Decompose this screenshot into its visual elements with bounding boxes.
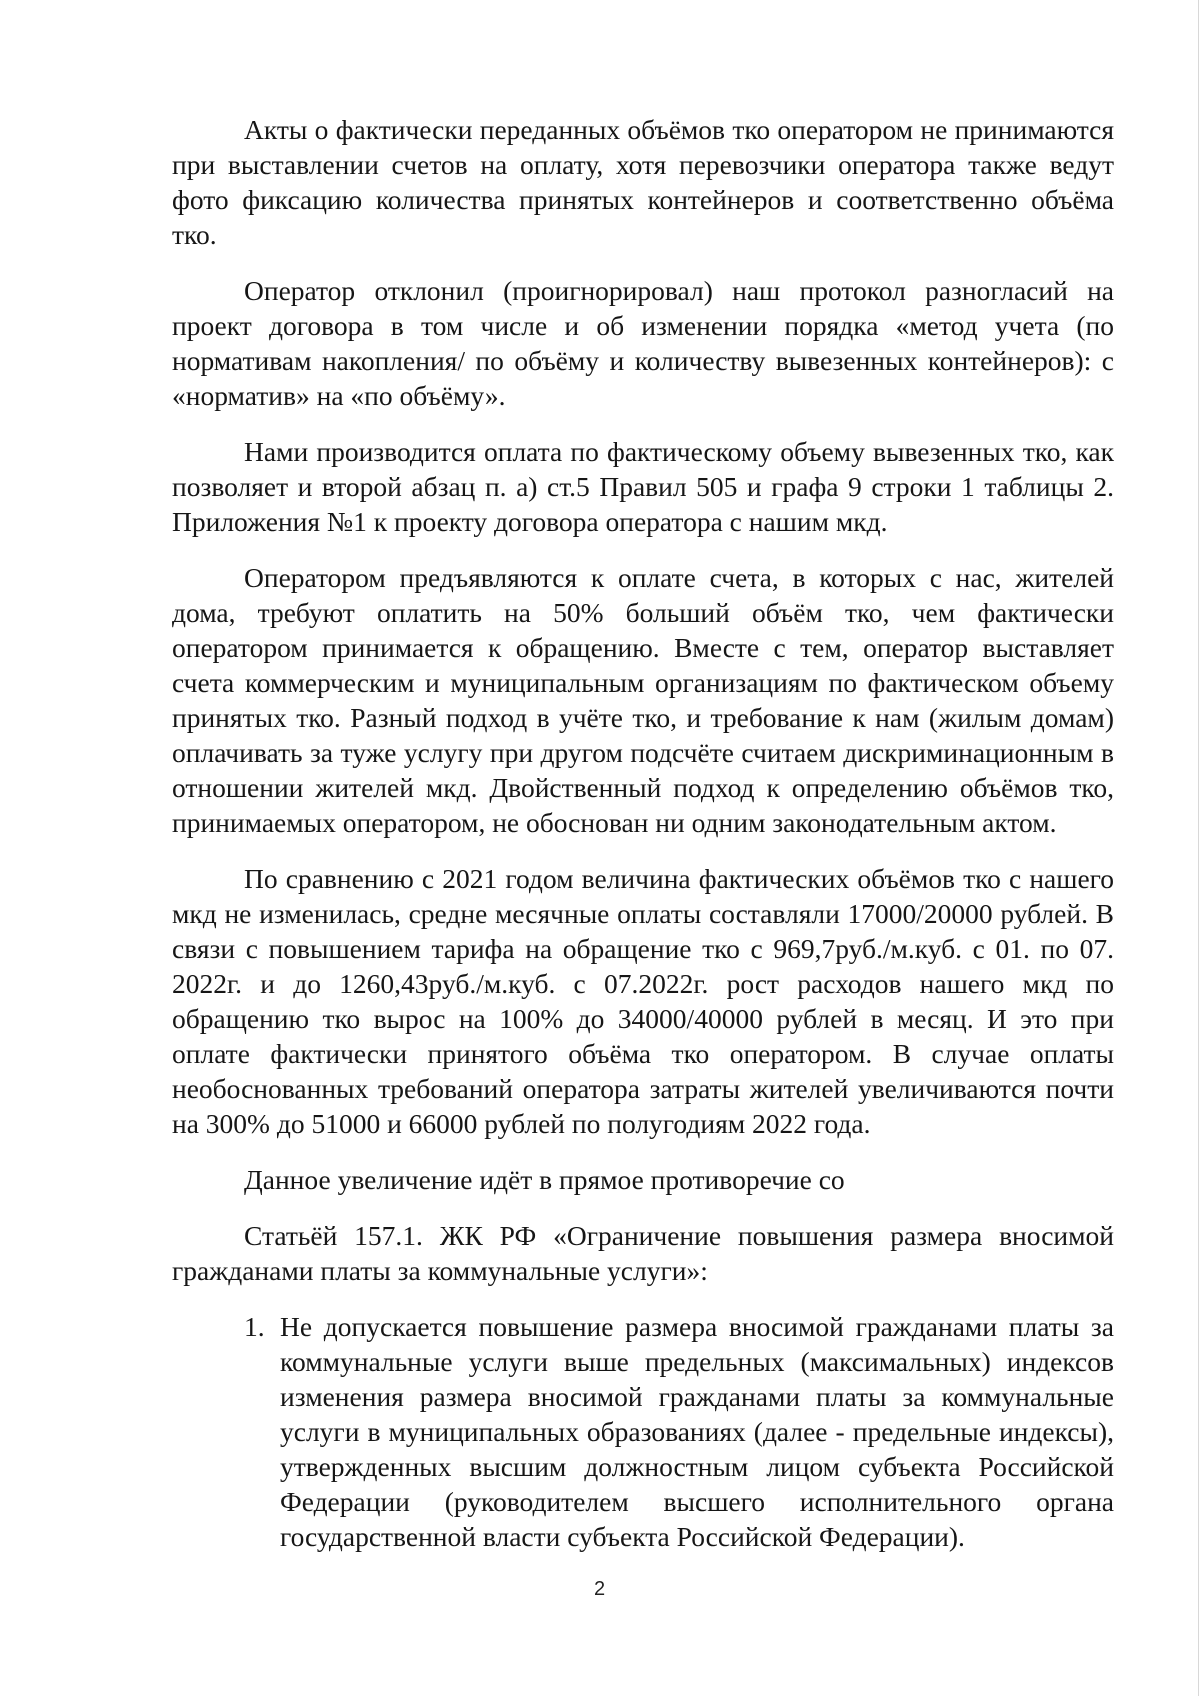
numbered-list <box>172 1309 1114 1554</box>
paragraph-comparison-2021: По сравнению с 2021 годом величина фактических объёмов тко с нашего мкд не изменилась, средне месячные оплаты составляли 17000/20000 рублей. В связи с повышением тарифа на обращение тко с 969,7руб./м.куб. с 01. по 07. 2022г. и до 1260,43руб./м.куб. с 07.2022г. рост расходов нашего мкд по обращению тко вырос на 100% до 34000/40000 рублей в месяц. И это при оплате фактически принятого объёма тко оператором. В случае оплаты необоснованных требований оператора затраты жителей увеличиваются почти на 300% до 51000 и 66000 рублей по полугодиям 2022 года. <box>172 863 1114 1139</box>
paragraph-contradiction: Данное увеличение идёт в прямое противоречие со <box>244 1164 845 1195</box>
page-number: 2 <box>593 1578 606 1600</box>
list-item-text: Не допускается повышение размера вносимой гражданами платы за коммунальные услуги выше предельных (максимальных) индексов изменения размера вносимой гражданами платы за коммунальные услуги в муниципальных образованиях (далее - предельные индексы), утвержденных высшим должностным лицом субъекта Российской Федерации (руководителем высшего исполнительного органа государственной власти субъекта Российской Федерации). <box>280 1311 1114 1552</box>
list-item <box>172 1309 1114 1554</box>
list-item-number: 1. <box>244 1311 265 1342</box>
paragraph-acts: Акты о фактически переданных объёмов тко оператором не принимаются при выставлении счетов на оплату, хотя перевозчики оператора также ведут фото фиксацию количества принятых контейнеров и соответственно объёма тко. <box>172 114 1114 250</box>
paragraph-article-157: Статьёй 157.1. ЖК РФ «Ограничение повышения размера вносимой гражданами платы за коммунальные услуги»: <box>172 1220 1114 1286</box>
paragraph-operator-rejected: Оператор отклонил (проигнорировал) наш протокол разногласий на проект договора в том числе и об изменении порядка «метод учета (по нормативам накопления/ по объёму и количеству вывезенных контейнеров): с «норматив» на «по объёму». <box>172 275 1114 411</box>
document-body <box>172 112 1114 1554</box>
paragraph-payment-method: Нами производится оплата по фактическому объему вывезенных тко, как позволяет и второй абзац п. а) ст.5 Правил 505 и графа 9 строки 1 таблицы 2. Приложения №1 к проекту договора оператора с нашим мкд. <box>172 436 1114 537</box>
paragraph-invoices: Оператором предъявляются к оплате счета, в которых с нас, жителей дома, требуют оплатить на 50% больший объём тко, чем фактически оператором принимается к обращению. Вместе с тем, оператор выставляет счета коммерческим и муниципальным организациям по фактическом объему принятых тко. Разный подход в учёте тко, и требование к нам (жилым домам) оплачивать за туже услугу при другом подсчёте считаем дискриминационным в отношении жителей мкд. Двойственный подход к определению объёмов тко, принимаемых оператором, не обоснован ни одним законодательным актом. <box>172 562 1114 838</box>
